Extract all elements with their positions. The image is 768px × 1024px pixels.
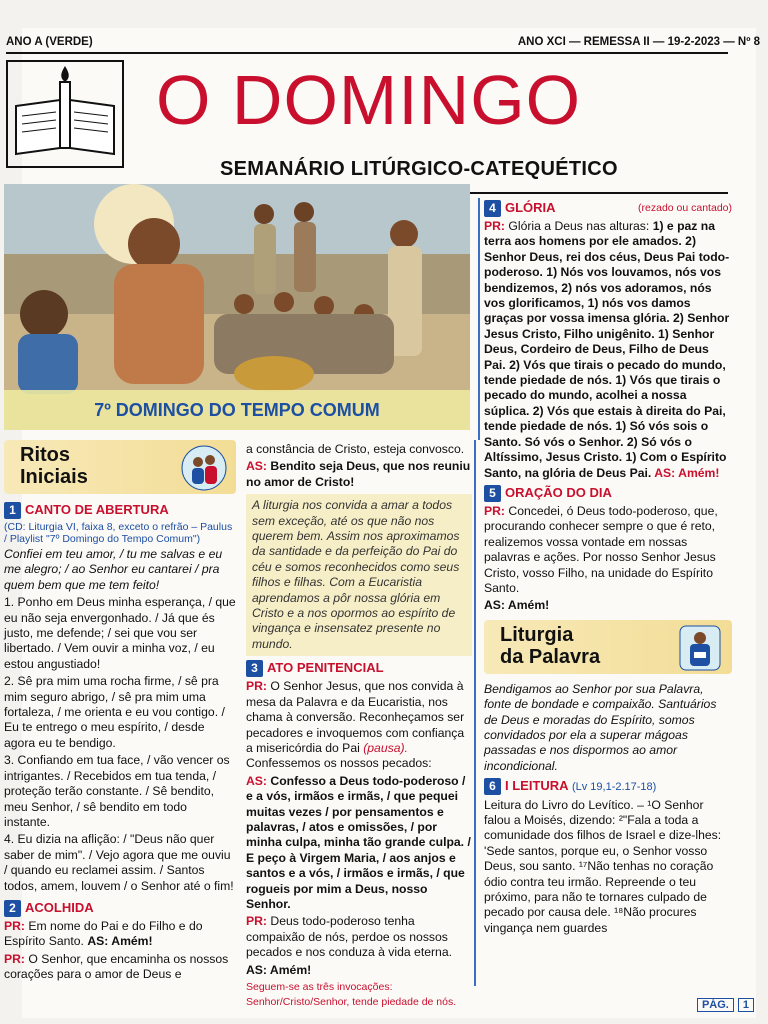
page-label: PÁG. (697, 998, 734, 1012)
column-ritos-iniciais (4, 440, 236, 985)
liturgy-intro-box: A liturgia nos convida a amar a todos sem exceção, até os que não nos querem bem. Assim nos aproximamos da santidade e da perfeição do Pai do céu e somos reconhecidos como seus filhos e filhas. Com a Eucaristia aprendamos a pôr nossa glória em Cristo e a nos opormos ao espírito de vingança e insensatez presente no mundo. (246, 494, 472, 656)
column-right (484, 198, 732, 938)
banner-title: Ritos Iniciais (20, 444, 88, 488)
column-middle (246, 440, 472, 1013)
column-divider (478, 198, 480, 440)
pr-label: PR: (4, 951, 25, 966)
newspaper-subtitle: SEMANÁRIO LITÚRGICO-CATEQUÉTICO (220, 158, 618, 180)
pr-label: PR: (246, 914, 267, 929)
section-number: 5 (484, 485, 501, 502)
pr-label: PR: (484, 503, 505, 518)
liturgia-palavra-banner (484, 620, 732, 674)
priest-text: Confessemos os nossos pecados: (246, 756, 432, 771)
assembly-response: AS: Amém! (484, 598, 550, 613)
page-value: 1 (738, 998, 754, 1012)
priest-text: Em nome do Pai e do Filho e do Espírito Santo. (4, 918, 203, 949)
priest-text: Glória a Deus nas alturas: (508, 219, 650, 233)
issue-line (6, 36, 760, 50)
as-label: AS: (246, 459, 267, 474)
sunday-caption: 7º DOMINGO DO TEMPO COMUM (4, 390, 470, 430)
column-divider (474, 440, 476, 986)
ritos-iniciais-banner (4, 440, 236, 494)
priest-text: O Senhor Jesus, que nos convida à mesa da Palavra e da Eucaristia, nos chama à conversão. Reconheçamos ser pecadores e invoquemos com confiança a misericórdia do Pai (246, 679, 465, 755)
pause-note: (pausa). (363, 740, 408, 755)
gloria-hint: (rezado ou cantado) (638, 201, 732, 214)
assembly-response: AS: Amém! (654, 465, 720, 480)
section-number: 3 (246, 660, 263, 677)
pr-label: PR: (484, 219, 505, 233)
candle-book-logo-icon (6, 60, 124, 168)
assembly-response: Bendito seja Deus, que nos reuniu no amor de Cristo! (246, 459, 471, 489)
first-reading: Leitura do Livro do Levítico. – ¹O Senhor falou a Moisés, dizendo: ²"Fala a toda a comunidade dos filhos de Israel e dize-lhes: 'Sede santos, porque eu, o Senhor vosso Deus, sou santo. ¹⁷Não tenhas no coração ódio contra teu irmão. Repreende o teu próximo, para não te tornares culpado de pecado por causa dele. ¹⁸Não procures vingança nem guardes (484, 797, 722, 935)
pr-label: PR: (246, 679, 267, 694)
banner-title: Liturgia da Palavra (500, 623, 601, 668)
liturgical-year: ANO A (VERDE) (6, 36, 93, 48)
section-title: CANTO DE ABERTURA (25, 502, 169, 517)
confiteor: Confesso a Deus todo-poderoso / e a vós, irmãos e irmãs, / que pequei muitas vezes / por pensamentos e palavras, / atos e omissões, / por minha culpa, minha tão grande culpa. / E peço à Virgem Maria, / aos anjos e santos e a vós, / irmãos e irmãs, / que rogueis por mim a Deus, nosso Senhor. (246, 773, 471, 911)
assembly-response: AS: Amém! (246, 962, 312, 977)
family-icon (180, 444, 228, 492)
assembly-response: AS: Amém! (87, 934, 153, 949)
verse: 3. Confiando em tua face, / vão vencer os intrigantes. / Recebidos em tua tenda, / proteção terão constante. / Sê bendito, meu Senhor, / sê bendito em todo instante. (4, 753, 230, 829)
gloria-text: 1) e paz na terra aos homens por ele amados. 2) Senhor Deus, rei dos céus, Deus Pai todo-poderoso. 1) Nós vos louvamos, nós vos bendizemos, 2) nós vos adoramos, nós vos glorificamos, 1) nós vos damos graças por vossa imensa glória. 2) Senhor Jesus Cristo, Filho unigênito. 1) Senhor Deus, Cordeiro de Deus, Filho de Deus Pai. 2) Vós que tirais o pecado do mundo, tende piedade de nós. 1) Vós que tirais o pecado do mundo, acolhei a nossa súplica. 2) Vós que estais à direita do Pai, tende piedade de nós. 1) Só vós sois o Santo. Só vós o Senhor. 2) Só vós o Altíssimo, Jesus Cristo. 1) Com o Espírito Santo, na glória de Deus Pai. (484, 219, 730, 480)
word-intro: Bendigamos ao Senhor por sua Palavra, fonte de bondade e compaixão. Santuários de Deus e moradas do Espírito, somos convidados por ela a superar mágoas passadas e nos dispormos ao amor incondicional. (484, 681, 717, 773)
page-number (697, 998, 754, 1012)
refrain: Confiei em teu amor, / tu me salvas e eu me alegro; / ao Senhor eu cantarei / pra quem bem que me tem feito! (4, 547, 223, 592)
section-title: I LEITURA (505, 778, 569, 794)
verse: 1. Ponho em Deus minha esperança, / que eu não seja envergonhado. / Já que és justo, me defende; / sei que vou ser libertado. / Vem ouvir a minha voz, / eu estou angustiado! (4, 595, 236, 671)
section-number: 2 (4, 900, 21, 917)
section-title: GLÓRIA (505, 200, 556, 215)
newspaper-title: O DOMINGO (156, 61, 582, 139)
section-number: 4 (484, 200, 501, 217)
section-title: ACOLHIDA (25, 899, 94, 915)
priest-text: Deus todo-poderoso tenha compaixão de nós, perdoe os nossos pecados e nos conduza à vida eterna. (246, 914, 452, 960)
collect-prayer: Concedei, ó Deus todo-poderoso, que, procurando conhecer sempre o que é reto, realizemos vossa vontade em nossas palavras e ações. Por nosso Senhor Jesus Cristo, vosso Filho, na unidade do Espírito Santo. (484, 503, 718, 595)
section-title: ATO PENITENCIAL (267, 660, 384, 676)
song-reference: (CD: Liturgia VI, faixa 8, exceto o refrão – Paulus / Playlist "7º Domingo do Tempo Comum") (4, 521, 233, 545)
issue-info: ANO XCI — REMESSA II — 19-2-2023 — Nº 8 (517, 36, 760, 48)
verse: 2. Sê pra mim uma rocha firme, / sê pra mim seguro abrigo, / sê pra mim uma fortaleza, / me orienta e eu vou contigo. / Eu te entrego o meu espírito, / desde agora eu te bendigo. (4, 674, 225, 750)
section-title: ORAÇÃO DO DIA (505, 484, 612, 500)
priest-text: O Senhor, que encaminha os nossos corações para o amor de Deus e (4, 951, 229, 982)
cover-illustration (4, 184, 470, 430)
section-number: 6 (484, 778, 501, 795)
as-label: AS: (246, 773, 267, 788)
pr-label: PR: (4, 918, 25, 933)
masthead (6, 52, 728, 194)
invocations-note: Seguem-se as três invocações: Senhor/Cristo/Senhor, tende piedade de nós. (246, 981, 457, 1009)
verse: 4. Eu dizia na aflição: / "Deus não quer saber de mim". / Vejo agora que me ouviu / quando eu reclamei assim. / Santos todos, amem, louvem / o Senhor até o fim! (4, 832, 234, 893)
saint-reading-icon (676, 624, 724, 672)
reading-reference: (Lv 19,1-2.17-18) (571, 781, 657, 794)
section-number: 1 (4, 502, 21, 519)
greeting-continuation: a constância de Cristo, esteja convosco. (246, 442, 465, 456)
